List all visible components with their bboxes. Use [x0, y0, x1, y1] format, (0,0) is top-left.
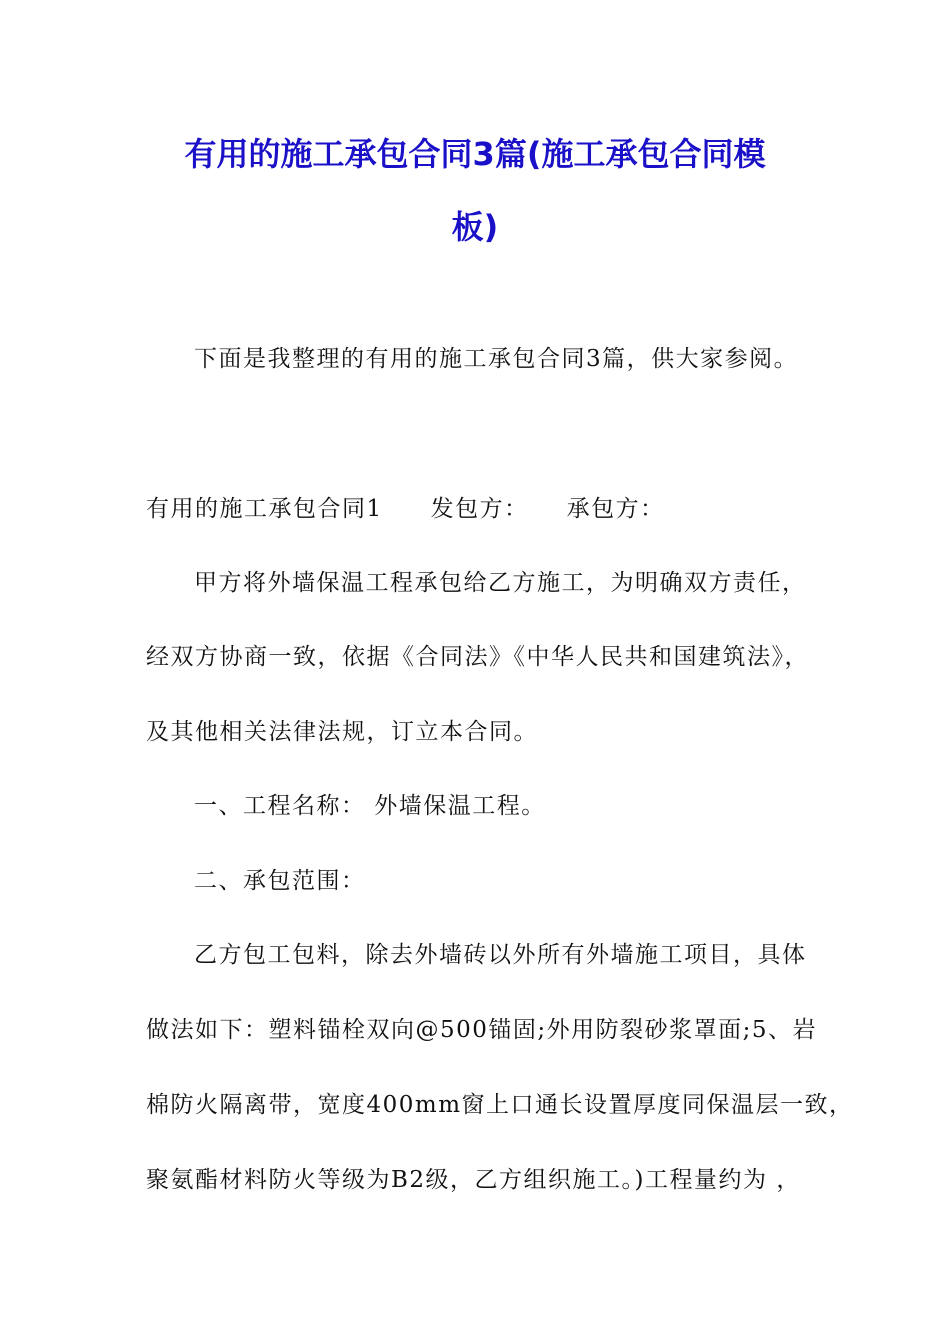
paragraph-line: 甲方将外墙保温工程承包给乙方施工，为明确双方责任， [194, 570, 807, 596]
document-title-line-1: 有用的施工承包合同3篇(施工承包合同模 [184, 135, 766, 173]
paragraph-line: 做法如下：塑料锚栓双向@500锚固;外用防裂砂浆罩面;5、岩 [146, 1017, 818, 1043]
paragraph-line: 经双方协商一致，依据《合同法》《中华人民共和国建筑法》， [146, 644, 809, 670]
intro-paragraph: 下面是我整理的有用的施工承包合同3篇，供大家参阅。 [194, 346, 799, 372]
document-title-line-2: 板) [451, 208, 499, 246]
paragraph-line: 乙方包工包料，除去外墙砖以外所有外墙施工项目，具体 [194, 942, 807, 968]
party-a-label: 发包方： [430, 496, 529, 522]
section-scope-heading: 二、承包范围： [194, 868, 366, 894]
paragraph-line: 聚氨酯材料防火等级为B2级，乙方组织施工。)工程量约为 ， [146, 1167, 801, 1193]
contract-heading: 有用的施工承包合同1 [146, 496, 383, 522]
paragraph-line: 棉防火隔离带，宽度400mm窗上口通长设置厚度同保温层一致， [146, 1092, 854, 1118]
paragraph-line: 及其他相关法律法规，订立本合同。 [146, 719, 538, 745]
section-project-name: 一、工程名称： 外墙保温工程。 [194, 793, 546, 819]
party-b-label: 承包方： [566, 496, 665, 522]
contract-heading-row [146, 494, 665, 524]
